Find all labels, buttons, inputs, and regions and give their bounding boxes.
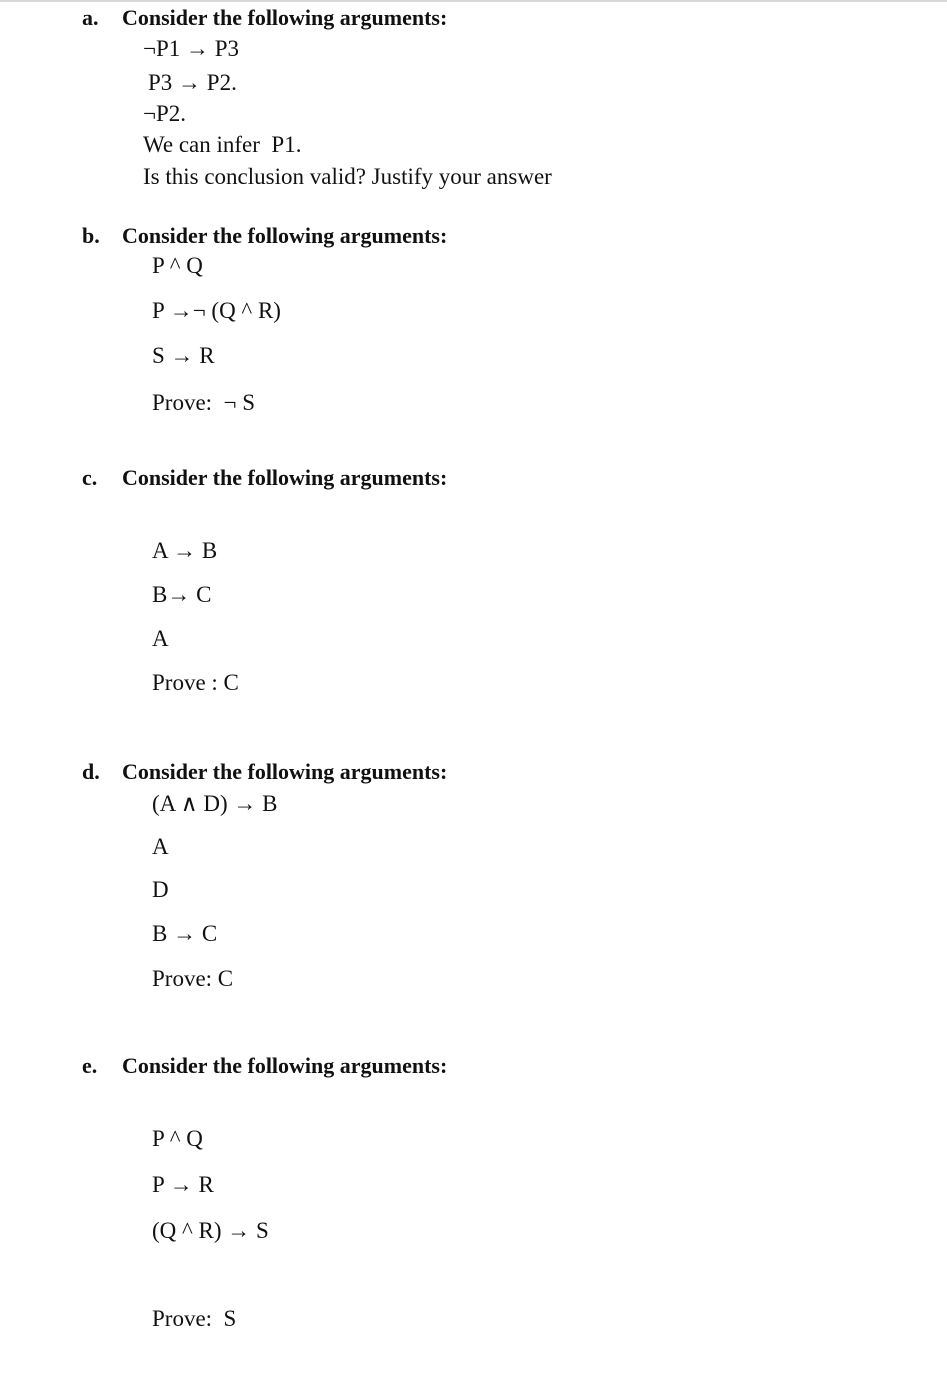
top-rule [0, 0, 947, 2]
prove-line: Prove: S [152, 1306, 237, 1331]
premise-line: ¬P1 → P3 [143, 36, 240, 61]
question-marker: e. [82, 1053, 98, 1078]
premise-line: A [152, 834, 169, 859]
premise-line: P →¬ (Q ^ R) [152, 298, 281, 323]
question-marker: d. [82, 759, 100, 784]
premise-line: S → R [152, 343, 215, 368]
question-marker: a. [82, 5, 99, 30]
premise-line: A → B [152, 538, 218, 563]
question-heading: Consider the following arguments: [122, 223, 448, 248]
premise-line: B→ C [152, 582, 212, 607]
question-text: Is this conclusion valid? Justify your answer [143, 164, 552, 189]
premise-line: P ^ Q [152, 253, 203, 278]
premise-line: D [152, 877, 169, 902]
prove-line: Prove : C [152, 670, 239, 695]
premise-line: P3 → P2. [148, 70, 237, 95]
question-heading: Consider the following arguments: [122, 759, 448, 784]
premise-line: (A ∧ D) → B [152, 791, 278, 816]
prove-line: Prove: ¬ S [152, 390, 256, 415]
premise-line: P ^ Q [152, 1126, 203, 1151]
premise-line: (Q ^ R) → S [152, 1218, 269, 1243]
inference-line: We can infer P1. [143, 132, 302, 157]
premise-line: ¬P2. [143, 101, 187, 126]
prove-line: Prove: C [152, 966, 234, 991]
premise-line: P → R [152, 1172, 214, 1197]
question-heading: Consider the following arguments: [122, 465, 448, 490]
premise-line: B → C [152, 921, 218, 946]
question-heading: Consider the following arguments: [122, 1053, 448, 1078]
question-marker: c. [82, 465, 98, 490]
question-heading: Consider the following arguments: [122, 5, 448, 30]
premise-line: A [152, 626, 169, 651]
question-marker: b. [82, 223, 100, 248]
